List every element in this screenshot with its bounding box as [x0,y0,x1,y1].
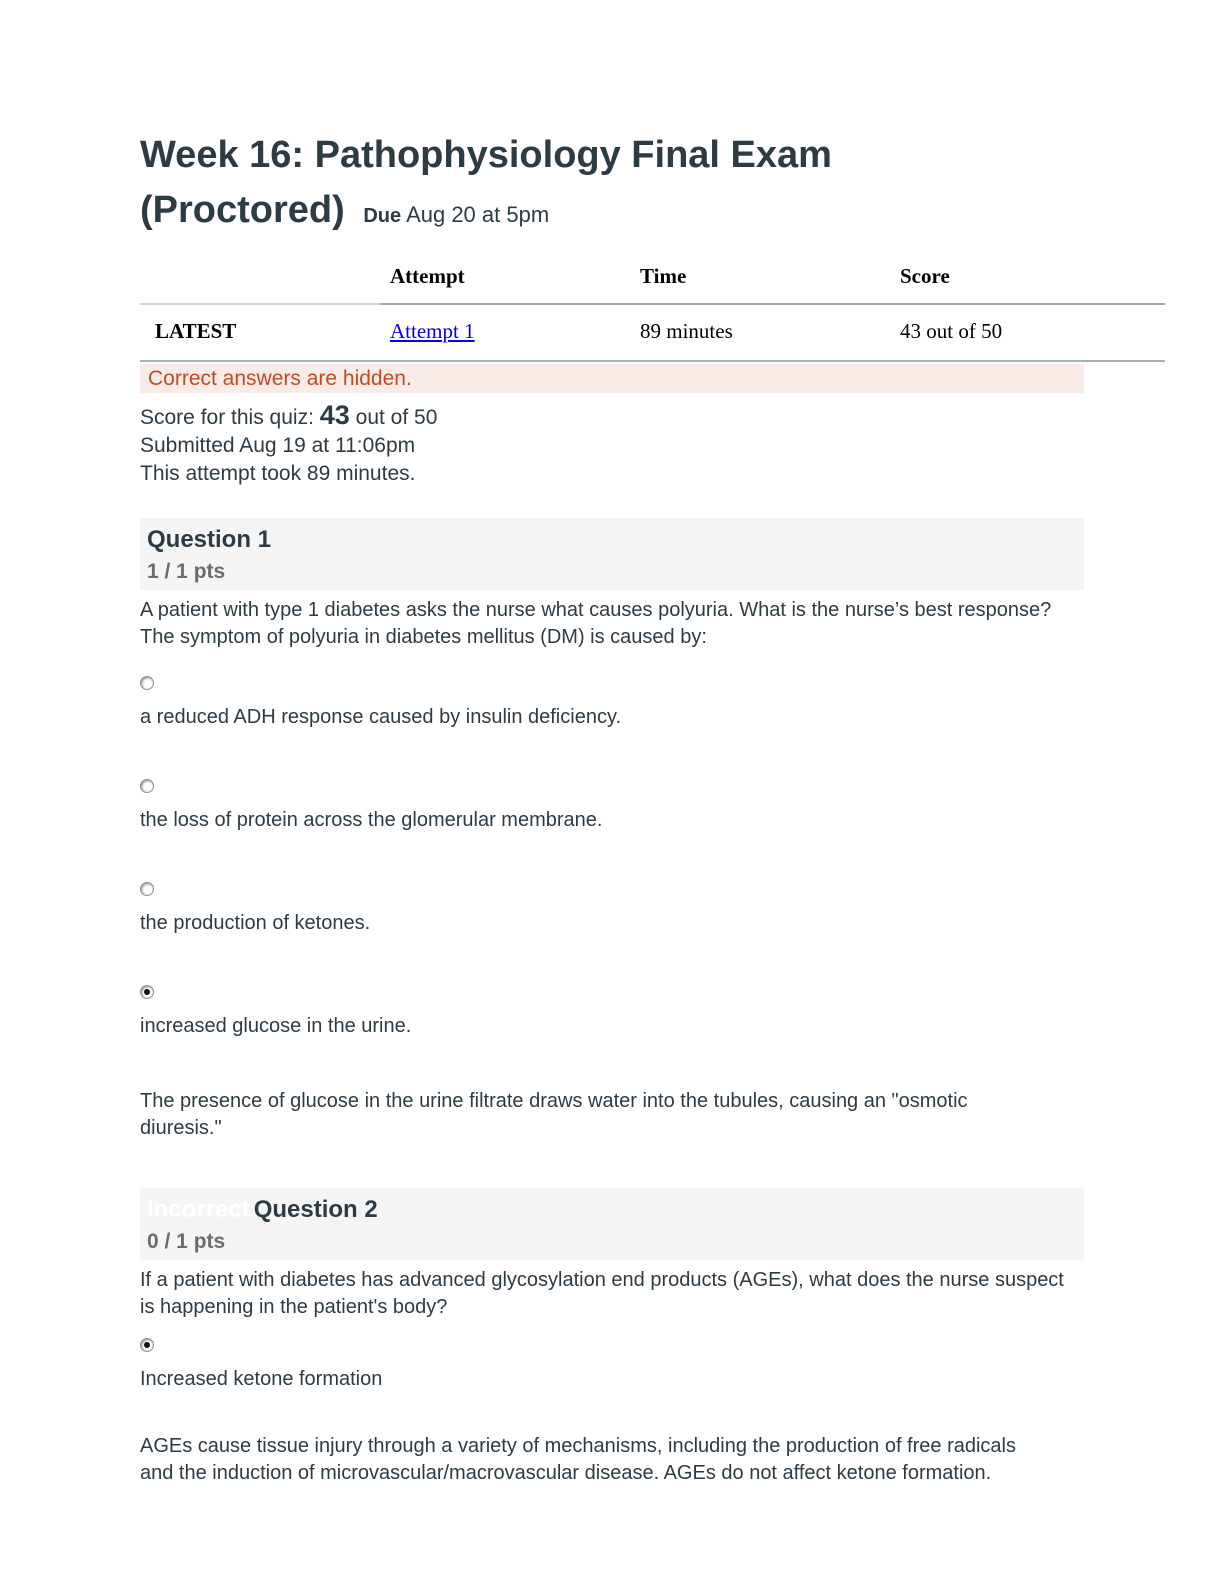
answer-label: the loss of protein across the glomerular membrane. [140,809,603,831]
answer-option [140,779,1165,834]
answer-option [140,676,1165,731]
question-2-title: Question 2 [253,1196,378,1223]
question-1-section [140,518,1165,1142]
answer-radio[interactable] [140,1338,154,1352]
score-line [140,401,1165,432]
attempts-header-attempt: Attempt [380,260,630,304]
question-2-points: 0 / 1 pts [147,1230,226,1253]
question-1-explanation: The presence of glucose in the urine filtrate draws water into the tubules, causing an "osmotic diuresis." [140,1090,968,1139]
due-label: Due [363,205,402,227]
attempts-header-spacer [140,260,380,304]
score-suffix: out of 50 [355,406,438,429]
duration-line: This attempt took 89 minutes. [140,462,416,485]
question-2-section [140,1188,1165,1487]
attempt-link-cell [380,304,630,361]
due-date [363,202,549,227]
page-title [140,128,1010,244]
quiz-title: Week 16: Pathophysiology Final Exam (Proctored) [140,134,832,231]
answer-label: the production of ketones. [140,912,371,934]
correct-answers-hidden-banner: Correct answers are hidden. [140,364,1084,393]
question-1-options [140,676,1165,1040]
question-2-explanation: AGEs cause tissue injury through a variety of mechanisms, including the production of free radicals and the induction of microvascular/macrovascular disease. AGEs do not affect ketone formation. [140,1435,1016,1484]
answer-radio[interactable] [140,779,154,793]
score-prefix: Score for this quiz: [140,406,314,429]
incorrect-badge: Incorrect [147,1196,250,1223]
question-2-header [140,1188,1084,1260]
attempt-score: 43 out of 50 [890,304,1165,361]
answer-option [140,985,1165,1040]
answer-label: a reduced ADH response caused by insulin deficiency. [140,706,622,728]
answer-label: increased glucose in the urine. [140,1015,412,1037]
answer-radio[interactable] [140,985,154,999]
question-1-points: 1 / 1 pts [147,560,226,583]
answer-label: Increased ketone formation [140,1368,383,1390]
question-2-options [140,1338,1165,1393]
score-value: 43 [319,400,350,430]
attempt-row [140,304,1165,361]
attempt-summary [140,401,1165,488]
attempt-time: 89 minutes [630,304,890,361]
answer-radio[interactable] [140,676,154,690]
submitted-line: Submitted Aug 19 at 11:06pm [140,434,416,457]
question-1-title: Question 1 [147,526,272,553]
question-2-title-row [147,1195,1076,1225]
question-1-text: A patient with type 1 diabetes asks the nurse what causes polyuria. What is the nurse’s best response? The symptom of polyuria in diabetes mellitus (DM) is caused by: [140,599,1052,648]
attempts-header-score: Score [890,260,1165,304]
attempts-header-row [140,260,1165,304]
attempt-1-link[interactable]: Attempt 1 [390,319,475,343]
answer-option [140,882,1165,937]
attempts-header-time: Time [630,260,890,304]
question-1-header [140,518,1084,590]
attempts-table [140,260,1165,362]
answer-option [140,1338,1165,1393]
question-2-text: If a patient with diabetes has advanced glycosylation end products (AGEs), what does the nurse suspect is happening in the patient's body? [140,1269,1064,1318]
due-value: Aug 20 at 5pm [406,202,550,227]
attempt-row-label: LATEST [140,304,380,361]
answer-radio[interactable] [140,882,154,896]
